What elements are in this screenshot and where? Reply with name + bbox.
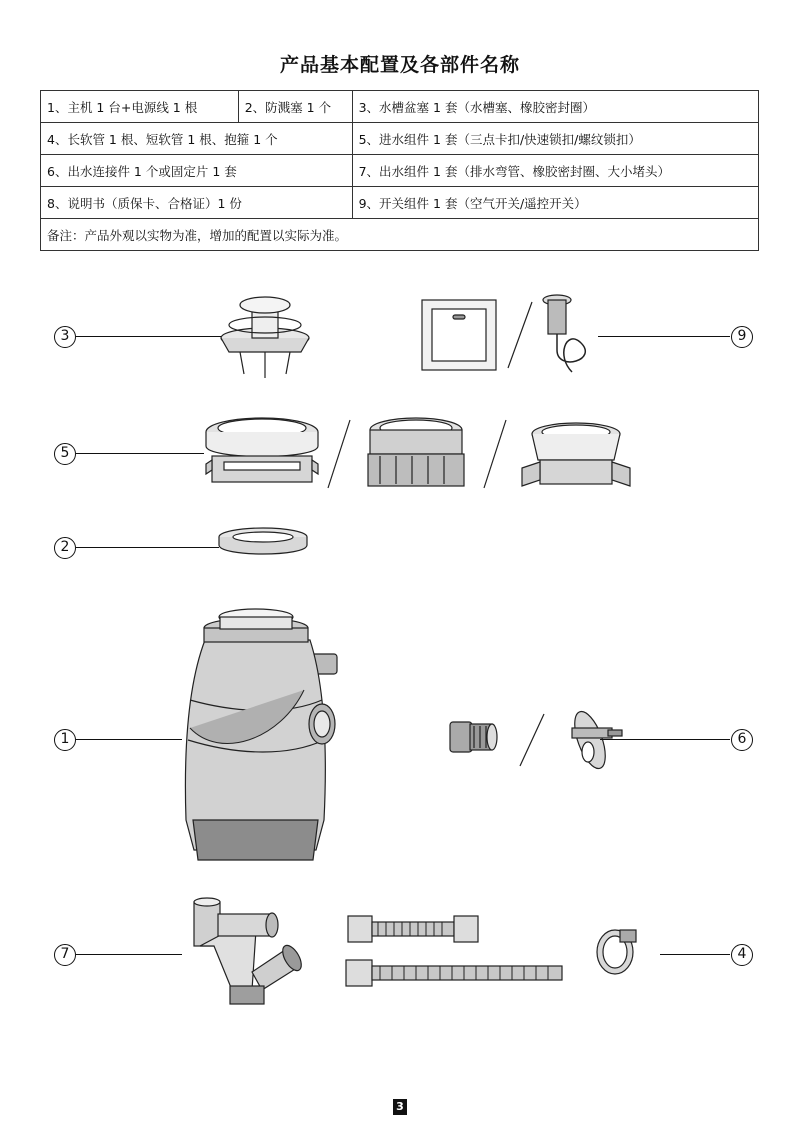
callout-2: 2 [54,537,76,559]
main-unit-drawing [185,609,337,860]
table-cell: 2、防溅塞 1 个 [238,91,352,123]
callout-3: 3 [54,326,76,348]
leader-line [76,954,182,955]
callout-4: 4 [731,944,753,966]
hose-clamp-drawing [597,930,636,974]
long-hose-drawing [346,960,562,986]
leader-line [598,336,730,337]
callout-1: 1 [54,729,76,751]
leader-line [76,547,219,548]
callout-5: 5 [54,443,76,465]
outlet-connector-drawing [450,722,497,752]
splash-guard-drawing [219,528,307,554]
drain-elbow-drawing [194,898,305,1004]
switch-kit-drawing [422,295,585,372]
callout-9: 9 [731,326,753,348]
table-cell: 5、进水组件 1 套（三点卡扣/快速锁扣/螺纹锁扣） [352,123,758,155]
table-cell: 3、水槽盆塞 1 套（水槽塞、橡胶密封圈） [352,91,758,123]
short-hose-drawing [348,916,478,942]
sink-stopper-drawing [221,297,309,378]
leader-line [76,453,204,454]
callout-6: 6 [731,729,753,751]
table-cell: 1、主机 1 台+电源线 1 根 [41,91,239,123]
page-number: 3 [393,1099,407,1115]
table-note: 备注：产品外观以实物为准，增加的配置以实际为准。 [41,219,759,251]
leader-line [600,739,730,740]
table-cell: 4、长软管 1 根、短软管 1 根、抱箍 1 个 [41,123,353,155]
callout-7: 7 [54,944,76,966]
inlet-assembly-1-drawing [206,418,318,482]
page-title: 产品基本配置及各部件名称 [279,54,520,76]
table-cell: 9、开关组件 1 套（空气开关/遥控开关） [352,187,758,219]
fixing-bracket-drawing [568,708,622,773]
table-cell: 8、说明书（质保卡、合格证）1 份 [41,187,353,219]
leader-line [76,336,221,337]
table-cell: 7、出水组件 1 套（排水弯管、橡胶密封圈、大小堵头） [352,155,758,187]
table-cell: 6、出水连接件 1 个或固定片 1 套 [41,155,353,187]
leader-line [76,739,182,740]
leader-line [660,954,730,955]
inlet-assembly-3-drawing [522,423,630,486]
inlet-assembly-2-drawing [368,418,464,486]
